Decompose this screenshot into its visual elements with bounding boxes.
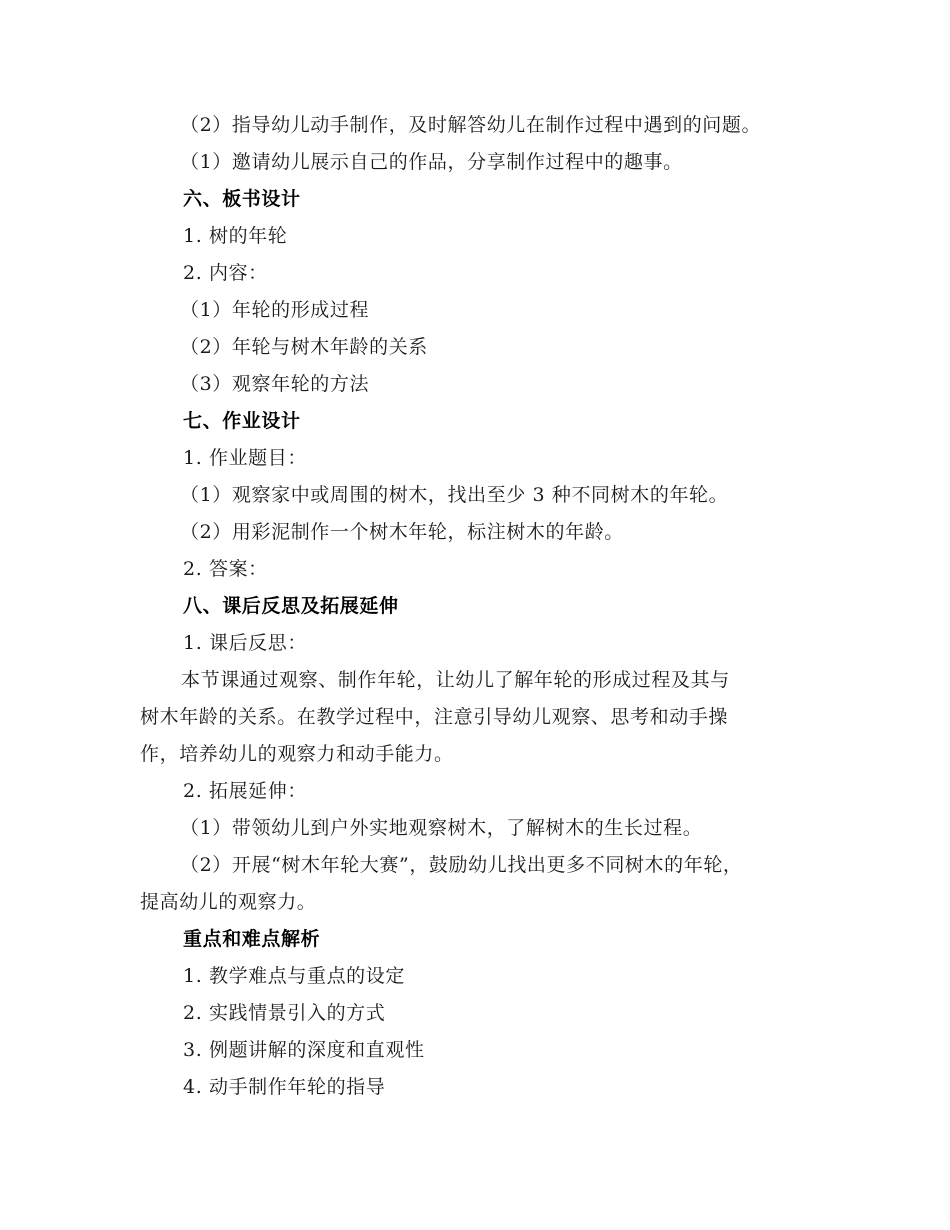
list-item: 1. 课后反思： <box>183 632 307 654</box>
list-item: 1. 树的年轮 <box>183 225 288 247</box>
list-item: （2）用彩泥制作一个树木年轮，标注树木的年龄。 <box>180 521 624 543</box>
paragraph-line: （1）邀请幼儿展示自己的作品，分享制作过程中的趣事。 <box>180 151 683 173</box>
list-item: （2）开展“树木年轮大赛”，鼓励幼儿找出更多不同树木的年轮， <box>180 854 743 876</box>
list-item: 2. 实践情景引入的方式 <box>183 1002 386 1024</box>
list-item: （1）年轮的形成过程 <box>180 299 370 321</box>
list-item: 1. 教学难点与重点的设定 <box>183 965 405 987</box>
list-item: 3. 例题讲解的深度和直观性 <box>183 1039 425 1061</box>
section-heading-key-points: 重点和难点解析 <box>183 928 321 950</box>
list-item: （3）观察年轮的方法 <box>180 373 370 395</box>
list-item: （1）观察家中或周围的树木，找出至少 3 种不同树木的年轮。 <box>180 484 729 506</box>
list-item: 2. 内容： <box>183 262 268 284</box>
section-heading-board-design: 六、板书设计 <box>183 188 301 210</box>
list-item: 2. 答案： <box>183 558 268 580</box>
list-item: （2）年轮与树木年龄的关系 <box>180 336 428 358</box>
paragraph-line: （2）指导幼儿动手制作，及时解答幼儿在制作过程中遇到的问题。 <box>180 114 762 136</box>
section-heading-homework-design: 七、作业设计 <box>183 410 301 432</box>
paragraph-line: 树木年龄的关系。在教学过程中，注意引导幼儿观察、思考和动手操 <box>140 706 729 728</box>
section-heading-reflection: 八、课后反思及拓展延伸 <box>183 595 399 617</box>
paragraph-line: 本节课通过观察、制作年轮，让幼儿了解年轮的形成过程及其与 <box>181 669 730 691</box>
paragraph-line: 提高幼儿的观察力。 <box>140 891 317 913</box>
paragraph-line: 作，培养幼儿的观察力和动手能力。 <box>140 743 454 765</box>
list-item: （1）带领幼儿到户外实地观察树木，了解树木的生长过程。 <box>180 817 703 839</box>
list-item: 1. 作业题目： <box>183 447 307 469</box>
list-item: 2. 拓展延伸： <box>183 780 307 802</box>
list-item: 4. 动手制作年轮的指导 <box>183 1076 386 1098</box>
